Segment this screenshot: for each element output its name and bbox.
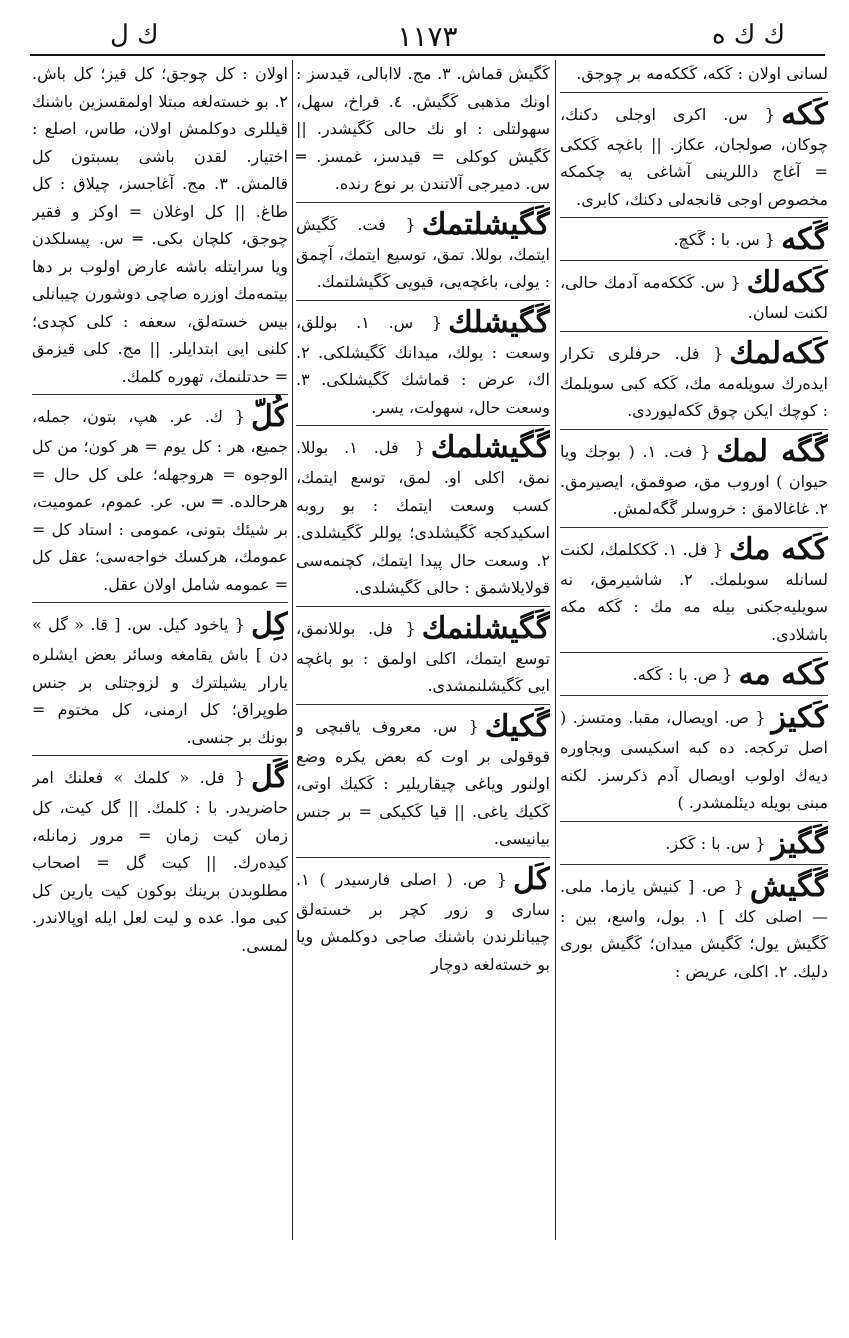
entry-headword: گَكه <box>781 222 828 257</box>
dictionary-entry <box>560 96 828 219</box>
entry-headword: كُلّ <box>250 399 288 434</box>
dictionary-entry <box>560 659 828 696</box>
entry-definition: { فل. ١. كَككلمك، لكنت لسانله سوبلمك. ٢. شاشيرمق، نه سويليه‌جكنى بيله مه مك : كَكه مكه باشلادى. <box>560 539 828 644</box>
entry-headword: كَكيز <box>771 700 828 735</box>
dictionary-entry <box>560 60 828 93</box>
entry-definition: { س. كَككه‌مه آدمك حالى، لكنت لسان. <box>560 273 828 322</box>
header-rule <box>30 54 825 56</box>
dictionary-entry <box>296 708 550 858</box>
entry-headword: كَكه <box>781 96 828 132</box>
dictionary-entry <box>560 335 828 430</box>
dictionary-entry <box>560 267 828 332</box>
entry-definition: { س. ١. بوللق، وسعت : يولك، ميدانك كَگيشلكى. ٢. اك، عرض : قماشك كَگيشلكى. ٣. وسعت حال، سهولت، يسر. <box>296 312 550 417</box>
dictionary-entry <box>560 531 828 654</box>
entry-headword: گَگيشلنمك <box>421 610 550 646</box>
page-number: ١١٧٣ <box>397 20 458 53</box>
entry-definition: { ص. ( اصلى فارسيدر ) ١. سارى و زور كچر بر خسته‌لق چيبانلرندن باشنك صاجى دوكلمش ويا بو خسته‌لغه دوچار <box>296 869 550 974</box>
entry-headword: گَگيشلمك <box>430 430 550 465</box>
dictionary-entry <box>560 433 828 528</box>
column-left <box>32 60 288 1240</box>
entry-definition: كَگيش قماش. ٣. مج. لاابالى، قيدسز : اونك مذهبى كَگيش. ٤. فراخ، سهل، سهولتلى : او نك حالى كَگيشدر. || كَگيش كوكلى = قيدسز، غمسز. ═ س. دميرجى آلاتندن بر نوع رنده. <box>296 64 550 193</box>
dictionary-entry <box>296 610 550 705</box>
entry-definition: { فت. ١. ( بوجك ويا حيوان ) اوروب مق، صوقمق، ايصيرمق. ٢. غاغالامق : خروسلر گَگه‌لمش. <box>560 441 828 518</box>
dictionary-entry <box>560 825 828 865</box>
dictionary-entry <box>296 60 550 203</box>
dictionary-entry <box>560 868 828 990</box>
entry-headword: گَگه لمك <box>716 433 828 469</box>
entry-headword: گَگيشلتمك <box>421 206 550 242</box>
column-right <box>560 60 828 1240</box>
dictionary-entry <box>296 432 550 607</box>
entry-headword: گَكيك <box>484 708 550 744</box>
entry-definition: { فت. كَگيش ايتمك، بوللا. تمق، توسيع ايتمك، آچمق : يولى، باغچه‌يى، قيويى كَگيشلتمك. <box>296 214 550 291</box>
page-header <box>30 14 825 54</box>
entry-definition: { س. اكرى اوجلى دكنك، چوكان، صولجان، عكاز. || باغچه كَككى = آغاج داللرينى آشاغى يه چكمكه مخصوص اوجى قانجه‌لى دكنك، كابرى. <box>560 104 828 209</box>
column-middle <box>296 60 550 1240</box>
entry-headword: كَكه‌لك <box>746 265 828 300</box>
entry-definition: { س. معروف ياقبچى و قوقولى بر اوت كه بعض يكره وضع اولنور وياغى چيقاريلير : كَكيك اوتى، كَكيك ياغى. || قيا كَكيكى = بر جنس بيانيسى. <box>296 716 550 848</box>
entry-headword: كِل <box>250 607 288 642</box>
entry-headword: گَل <box>250 760 288 795</box>
entry-headword: گَگيشلك <box>448 304 550 340</box>
entry-headword: كَكه مك <box>728 531 828 567</box>
dictionary-entry <box>32 401 288 603</box>
entry-definition: { فل. بوللانمق، توسع ايتمك، اكلى اولمق : بو باغچه ايى كَگيشلنمشدى. <box>296 618 550 695</box>
entry-definition: { فل. ١. بوللا. نمق، اكلى او. لمق، توسع ايتمك، كسب وسعت ايتمك : بو روبه اسكيدكجه كَگيشلدى؛ يوللر كَگيشلدى. ٢. وسعت حال پيدا ايتمك، كچنمه‌سى قولايلاشمق : حالى كَگيشلدى. <box>296 438 550 597</box>
entry-definition: { ص. [ كنيش يازما. ملى. — اصلى كك ] ١. بول، واسع، بين : كَگيش يول؛ كَگيش ميدان؛ كَگيش بورى دليك. ٢. اكلى، عريض : <box>560 876 828 981</box>
entry-headword: كَل <box>512 861 550 897</box>
header-guide-word-left: ك ل <box>110 20 159 50</box>
entry-definition: { ص. اويصال، مقبا. ومتسز. ( اصل تركجه. ده كبه اسكيسى وبجاوره ديه‌ك اولوب اويصال آدم ذكرسز. لكنه مبنى بويله ديئلمشدر. ) <box>560 708 828 812</box>
entry-definition: اولان : كل چوجق؛ كل قيز؛ كل باش. ٢. بو خسته‌لغه مبتلا اولمقسزين باشنك قيللرى دوكلمش اولان، طاس، اصلع : اختيار. لقدن باشى بسبتون كل قالمش. ٣. مج. آغاجسز، چيلاق : كل طاغ. || كل اوغلان = اوكز و فقير چوجق، كلچان بكى. ═ س. پيسلكدن ويا سرايتله باشه عارض اولوب بر دها بيتمه‌مك اوزره صاچى دوشورن چيبانلى بيس خسته‌لق، سعفه : كلى كچدى؛ كلنى ايى ابتدايلر. || مج. كلى قيزمق = حدتلنمك، تهوره كلمك. <box>32 64 288 386</box>
dictionary-entry <box>32 609 288 756</box>
entry-headword: كَكه‌لمك <box>729 335 828 371</box>
entry-definition: { س. با : گَكچ. <box>673 230 776 249</box>
entry-definition: { ك. عر. هپ، بتون، جمله، جميع، هر : كل يوم = هر كون؛ من كل الوجوه = هروجهله؛ على كل حال = هرحالده. ═ س. عر. عموم، عموميت، بر شيئك بتونى، عمومى : استاد كل = عمومك، هركسك خواجه‌سى؛ عقل كل = عمومه شامل اولان عقل. <box>32 407 288 594</box>
entry-definition: { ص. با : كَكه. <box>632 665 733 684</box>
entry-definition: { فل. « كلمك » فعلنك امر حاضريدر. با : كلمك. || گل كيت، كل زمان كيت زمان = مرور زمانله، كيده‌رك. || كيت گل = اصحاب مطلوبدن برينك بوكون كيت يارين كل كبى موا. عده و ليت لعل ايله اوپالاندر. لمسى. <box>32 768 288 955</box>
entry-headword: گَگيش <box>749 868 828 904</box>
entry-headword: كَكه مه <box>738 657 828 692</box>
entry-headword: گَگيز <box>771 825 828 861</box>
dictionary-entry <box>296 861 550 983</box>
entry-definition: { س. با : كَكز. <box>665 833 766 853</box>
column-divider <box>555 60 556 1240</box>
entry-definition: { ياخود كيل. س. [ قا. « گل » دن ] باش يقامغه وسائر بعض ايشلره يارار يشيلترك و لزوجتلى بر جنس طوپراق؛ كل ارمنى، كل مختوم = بونك بر جنسى. <box>32 615 288 747</box>
header-guide-word-right: ك ك ه <box>711 20 785 50</box>
dictionary-entry <box>560 224 828 261</box>
column-divider <box>292 60 293 1240</box>
dictionary-entry <box>32 60 288 395</box>
dictionary-entry <box>560 702 828 822</box>
dictionary-entry <box>32 762 288 963</box>
entry-definition: { فل. حرفلرى تكرار ايده‌رك سويله‌مه مك، كَكه كبى سويلمك : كوچك ايكن چوق كَكه‌ليوردى. <box>560 343 828 420</box>
dictionary-entry <box>296 304 550 427</box>
dictionary-entry <box>296 206 550 301</box>
entry-definition: لسانى اولان : كَكه، كَككه‌مه بر چوجق. <box>576 64 828 83</box>
